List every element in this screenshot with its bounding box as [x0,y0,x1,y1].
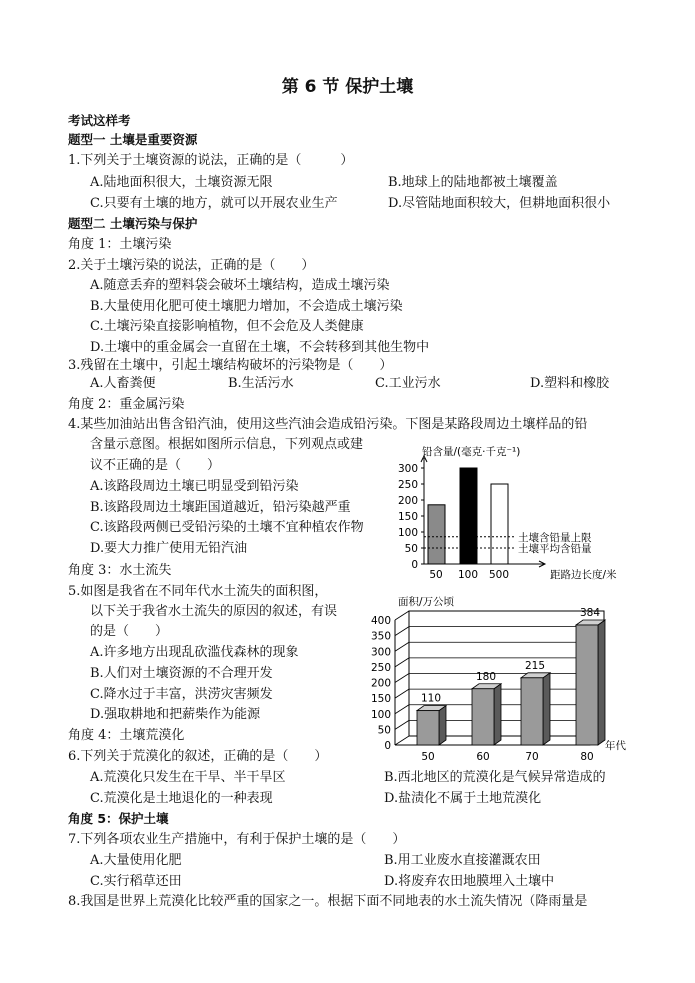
q5-option-d: D.强取耕地和把薪柴作为能源 [90,707,261,722]
erosion-y-tick-label: 100 [370,708,391,721]
q3-option-c: C.工业污水 [375,376,441,391]
lead-chart-xlabel: 距路边长度/米 [550,569,617,581]
q4-option-c: C.该路段两侧已受铅污染的土壤不宜种植农作物 [90,520,364,535]
erosion-x-tick-label: 80 [580,751,594,763]
q5-line2: 以下关于我省水土流失的原因的叙述，有误 [90,604,338,619]
erosion-x-tick-label: 70 [525,751,539,763]
erosion-grid-side [395,674,409,683]
lead-x-tick-label: 500 [488,569,510,581]
q3-option-b: B.生活污水 [228,376,294,391]
erosion-chart-xlabel: 年代 [605,740,626,752]
q1-option-d: D.尽管陆地面积较大，但耕地面积很小 [388,196,611,211]
erosion-data-label: 384 [579,607,601,619]
q7-stem: 7.下列各项农业生产措施中，有利于保护土壤的是（ ） [68,832,406,847]
q1-option-b: B.地球上的陆地都被土壤覆盖 [388,175,558,190]
lead-bar [491,484,508,564]
erosion-bar-side [439,706,446,745]
q6-option-d: D.盐渍化不属于土地荒漠化 [384,791,542,806]
lead-x-tick-label: 100 [457,569,479,581]
q5-option-c: C.降水过于丰富，洪涝灾害频发 [90,687,273,702]
erosion-grid-side [395,642,409,651]
angle-5: 角度 5：保护土壤 [68,811,169,826]
lead-y-tick-label: 150 [397,511,418,523]
q6-option-c: C.荒漠化是土地退化的一种表现 [90,791,273,806]
erosion-grid-side [395,720,409,729]
q6-option-b: B.西北地区的荒漠化是气候异常造成的 [384,770,606,785]
q7-option-b: B.用工业废水直接灌溉农田 [384,853,541,868]
q1-option-a: A.陆地面积很大，土壤资源无限 [90,175,273,190]
erosion-data-label: 110 [420,692,442,705]
q2-option-a: A.随意丢弃的塑料袋会破坏土壤结构，造成土壤污染 [90,278,390,293]
erosion-bar [417,711,439,745]
lead-y-tick-label: 0 [411,559,418,571]
lead-y-tick-label: 100 [397,527,418,539]
q3-stem: 3.残留在土壤中，引起土壤结构破坏的污染物是（ ） [68,358,393,373]
q7-option-a: A.大量使用化肥 [90,853,182,868]
q4-line3: 议不正确的是（ ） [90,458,221,473]
erosion-bar [472,689,494,745]
lead-y-tick-label: 300 [397,463,418,475]
erosion-grid-side [395,627,409,636]
angle-2: 角度 2：重金属污染 [68,397,185,412]
erosion-chart-ylabel: 面积/万公顷 [398,596,455,608]
erosion-chart [360,593,650,763]
lead-y-tick-label: 250 [397,479,418,491]
erosion-data-label: 215 [524,659,546,672]
erosion-y-tick-label: 50 [377,724,391,737]
lead-bar [460,468,477,564]
section-type2: 题型二 土壤污染与保护 [68,216,198,231]
q5-line3: 的是（ ） [90,624,169,639]
q4-option-a: A.该路段周边土壤已明显受到铅污染 [90,479,299,494]
q2-option-b: B.大量使用化肥可使土壤肥力增加，不会造成土壤污染 [90,299,403,314]
lead-chart [382,436,642,586]
lead-y-tick-label: 50 [404,543,418,555]
erosion-y-tick-label: 350 [370,630,391,643]
erosion-grid-side [395,736,409,745]
q2-option-d: D.土壤中的重金属会一直留在土壤，不会转移到其他生物中 [90,340,430,355]
q5-option-b: B.人们对土壤资源的不合理开发 [90,666,273,681]
erosion-x-tick-label: 50 [421,751,435,763]
erosion-grid-side [395,658,409,667]
erosion-y-tick-label: 0 [384,740,391,752]
lead-chart-ylabel: 铅含量/(毫克·千克⁻¹) [422,446,521,458]
erosion-y-tick-label: 200 [370,677,391,690]
angle-3: 角度 3：水土流失 [68,563,172,578]
q8-line1: 8.我国是世界上荒漠化比较严重的国家之一。根据下面不同地表的水土流失情况（降雨量是 [68,894,588,909]
intro-label: 考试这样考 [68,113,131,128]
erosion-y-tick-label: 250 [370,661,391,674]
q5-line1: 5.如图是我省在不同年代水土流失的面积图， [68,584,328,599]
q6-option-a: A.荒漠化只发生在干旱、半干旱区 [90,770,286,785]
q3-option-d: D.塑料和橡胶 [530,376,610,391]
q5-option-a: A.许多地方出现乱砍滥伐森林的现象 [90,645,299,660]
erosion-data-label: 180 [475,670,497,683]
erosion-y-tick-label: 150 [370,693,391,706]
q7-option-c: C.实行稻草还田 [90,874,182,889]
erosion-y-tick-label: 300 [370,646,391,659]
angle-4: 角度 4：土壤荒漠化 [68,728,185,743]
q3-option-a: A.人畜粪便 [90,376,156,391]
erosion-grid-side [395,705,409,714]
lead-reference-label: 土壤含铅量上限 [518,531,592,544]
q4-line1: 4.某些加油站出售含铅汽油，使用这些汽油会造成铅污染。下图是某路段周边土壤样品的铅 [68,417,588,432]
erosion-bar [521,678,543,745]
q6-stem: 6.下列关于荒漠化的叙述，正确的是（ ） [68,749,328,764]
q1-option-c: C.只要有土壤的地方，就可以开展农业生产 [90,196,338,211]
erosion-grid-side [395,689,409,698]
q2-option-c: C.土壤污染直接影响植物，但不会危及人类健康 [90,319,364,334]
erosion-bar-side [543,673,550,745]
q4-line2: 含量示意图。根据如图所示信息，下列观点或建 [90,437,364,452]
lead-y-tick-label: 200 [397,495,418,507]
erosion-x-tick-label: 60 [476,751,490,763]
q4-option-b: B.该路段周边土壤距国道越近，铅污染越严重 [90,500,351,515]
erosion-grid-side [395,611,409,620]
erosion-bar-side [494,684,501,745]
erosion-bar-side [598,620,605,745]
q2-stem: 2.关于土壤污染的说法，正确的是（ ） [68,258,315,273]
angle-1: 角度 1：土壤污染 [68,237,172,252]
erosion-bar [576,625,598,745]
lead-reference-label: 土壤平均含铅量 [518,543,592,555]
q4-option-d: D.要大力推广使用无铅汽油 [90,541,248,556]
page-title: 第 6 节 保护土壤 [281,77,414,97]
lead-x-tick-label: 50 [429,569,443,581]
erosion-y-tick-label: 400 [370,615,391,627]
lead-bar [428,505,445,564]
section-type1: 题型一 土壤是重要资源 [68,132,198,147]
q7-option-d: D.将废弃农田地膜埋入土壤中 [384,874,555,889]
q1-stem: 1.下列关于土壤资源的说法，正确的是（ ） [68,153,354,168]
